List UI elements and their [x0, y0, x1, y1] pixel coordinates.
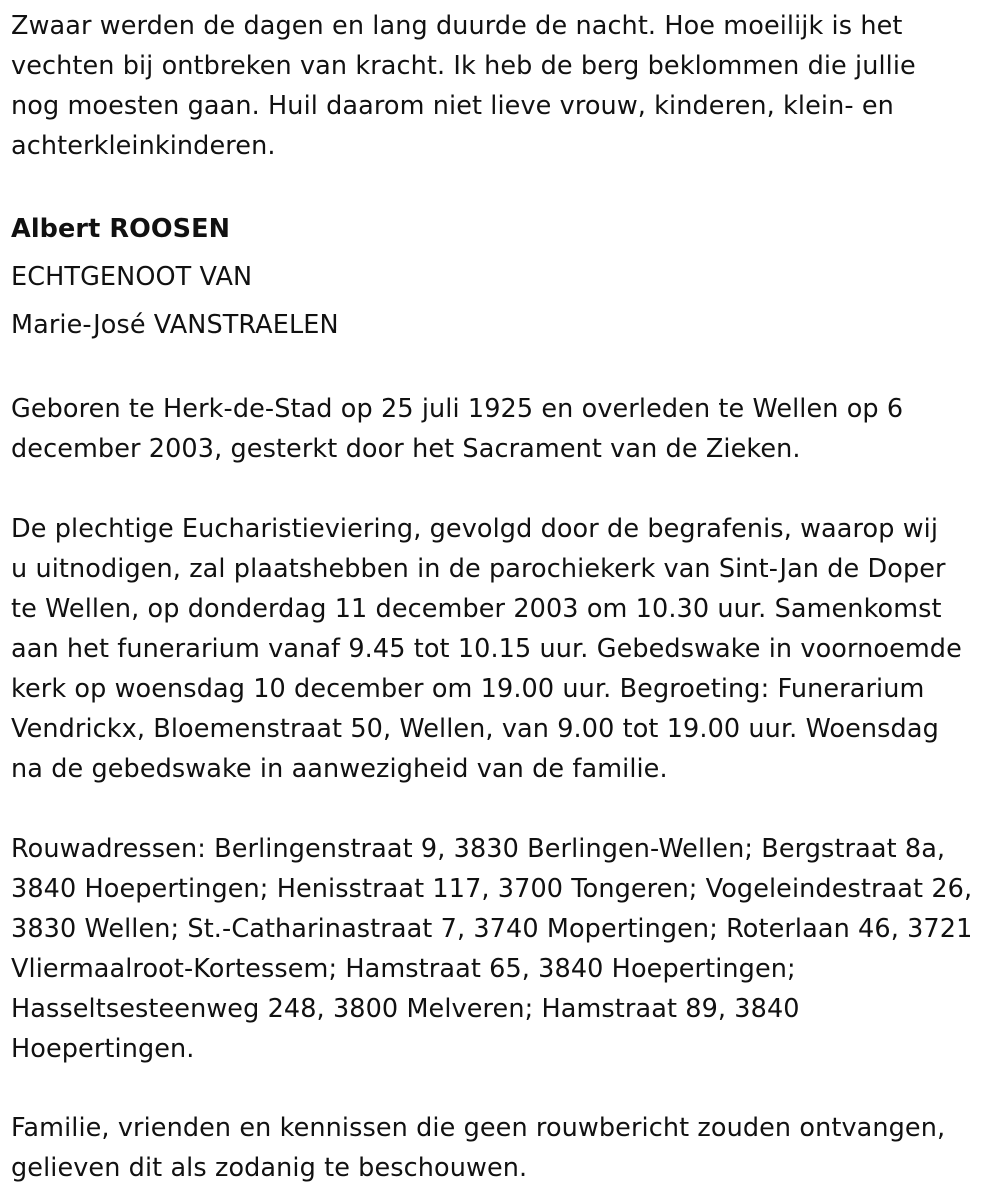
closing-paragraph: Familie, vrienden en kennissen die geen rouwbericht zouden ontvangen, gelieven dit als zodanig te beschouwen. [11, 1113, 946, 1183]
spouse-name: Marie-José VANSTRAELEN [11, 310, 339, 340]
ceremony-paragraph: De plechtige Eucharistieviering, gevolgd door de begrafenis, waarop wij u uitnodigen, zal plaatshebben in de parochiekerk van Sint-Jan de Doper te Wellen, op donderdag 11 december 2003 om 10.30 uur. Samenkomst aan het funerarium vanaf 9.45 tot 10.15 uur. Gebedswake in voornoemde kerk op woensdag 10 december om 19.00 uur. Begroeting: Funerarium Vendrickx, Bloemenstraat 50, Wellen, van 9.00 tot 19.00 uur. Woensdag na de gebedswake in aanwezigheid van de familie. [11, 514, 962, 784]
addresses-paragraph: Rouwadressen: Berlingenstraat 9, 3830 Berlingen-Wellen; Bergstraat 8a, 3840 Hoepertingen; Henisstraat 117, 3700 Tongeren; Vogeleindestraat 26, 3830 Wellen; St.-Catharinastraat 7, 3740 Mopertingen; Roterlaan 46, 3721 Vliermaalroot-Kortessem; Hamstraat 65, 3840 Hoepertingen; Hasseltsesteenweg 248, 3800 Melveren; Hamstraat 89, 3840 Hoepertingen. [11, 834, 973, 1064]
poem-paragraph: Zwaar werden de dagen en lang duurde de nacht. Hoe moeilijk is het vechten bij ontbreken van kracht. Ik heb de berg beklommen die jullie nog moesten gaan. Huil daarom niet lieve vrouw, kinderen, klein- en achterkleinkinderen. [11, 11, 916, 161]
relation-label: ECHTGENOOT VAN [11, 262, 253, 292]
deceased-name: Albert ROOSEN [11, 214, 231, 244]
birth-death-paragraph: Geboren te Herk-de-Stad op 25 juli 1925 en overleden te Wellen op 6 december 2003, gesterkt door het Sacrament van de Zieken. [11, 394, 904, 464]
obituary-document [11, 6, 993, 1188]
